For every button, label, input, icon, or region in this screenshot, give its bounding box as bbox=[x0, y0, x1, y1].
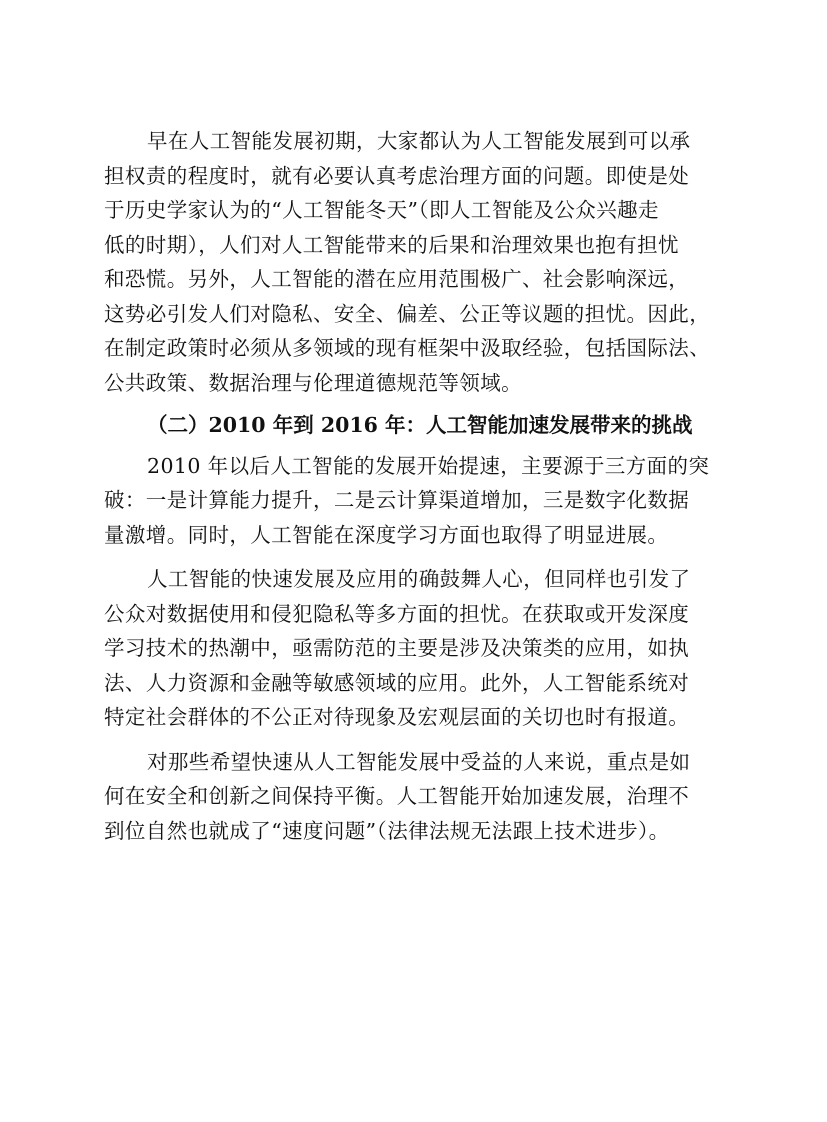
paragraph-line: 2010 年以后人工智能的发展开始提速，主要源于三方面的突 bbox=[147, 453, 710, 478]
paragraph-line: 人工智能的快速发展及应用的确鼓舞人心，但同样也引发了 bbox=[147, 567, 691, 591]
paragraph-line: 低的时期），人们对人工智能带来的后果和治理效果也抱有担忧 bbox=[104, 232, 679, 257]
paragraph-ai-early-governance bbox=[104, 124, 729, 400]
paragraph-line: 特定社会群体的不公正对待现象及宏观层面的关切也时有报道。 bbox=[104, 705, 690, 729]
paragraph-line: 担权责的程度时，就有必要认真考虑治理方面的问题。即使是处 bbox=[104, 163, 690, 188]
paragraph-acceleration-drivers bbox=[104, 449, 729, 553]
paragraph-public-concerns bbox=[104, 562, 729, 735]
paragraph-line: 破：一是计算能力提升，二是云计算渠道增加，三是数字化数据 bbox=[104, 488, 690, 512]
paragraph-line: 法、人力资源和金融等敏感领域的应用。此外，人工智能系统对 bbox=[104, 670, 690, 695]
paragraph-line: 量激增。同时，人工智能在深度学习方面也取得了明显进展。 bbox=[104, 522, 669, 547]
paragraph-line: 公共政策、数据治理与伦理道德规范等领域。 bbox=[104, 370, 522, 395]
paragraph-line: 何在安全和创新之间保持平衡。人工智能开始加速发展，治理不 bbox=[104, 784, 690, 808]
paragraph-spacer bbox=[104, 552, 729, 562]
paragraph-speed-problem bbox=[104, 745, 729, 849]
section-heading: （二）2010 年到 2016 年：人工智能加速发展带来的挑战 bbox=[147, 413, 693, 437]
paragraph-line: 于历史学家认为的“人工智能冬天”（即人工智能及公众兴趣走 bbox=[104, 198, 659, 222]
paragraph-line: 在制定政策时必须从多领域的现有框架中汲取经验，包括国际法、 bbox=[104, 336, 711, 360]
paragraph-line: 到位自然也就成了“速度问题”（法律法规无法跟上技术进步）。 bbox=[104, 818, 670, 843]
paragraph-line: 和恐慌。另外，人工智能的潜在应用范围极广、社会影响深远， bbox=[104, 267, 690, 291]
paragraph-line: 对那些希望快速从人工智能发展中受益的人来说，重点是如 bbox=[147, 749, 691, 774]
paragraph-spacer bbox=[104, 735, 729, 745]
paragraph-line: 学习技术的热潮中，亟需防范的主要是涉及决策类的应用，如执 bbox=[104, 636, 690, 660]
paragraph-line: 公众对数据使用和侵犯隐私等多方面的担忧。在获取或开发深度 bbox=[104, 601, 690, 626]
paragraph-line: 这势必引发人们对隐私、安全、偏差、公正等议题的担忧。因此， bbox=[104, 301, 711, 326]
paragraph-line: 早在人工智能发展初期，大家都认为人工智能发展到可以承 bbox=[147, 129, 691, 153]
